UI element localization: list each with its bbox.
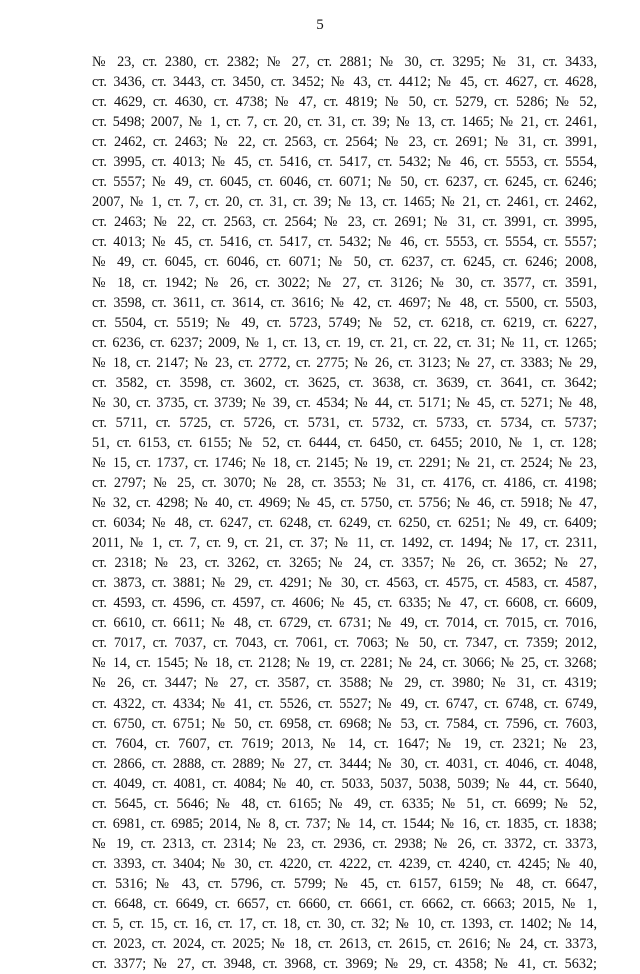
text-line: ст. 2462, ст. 2463; № 22, ст. 2563, ст. 2564; № 23, ст. 2691; № 31, ст. 3991, xyxy=(92,134,597,151)
text-line: ст. 3873, ст. 3881; № 29, ст. 4291; № 30, ст. 4563, ст. 4575, ст. 4583, ст. 4587, xyxy=(92,575,597,592)
text-line: № 18, ст. 1942; № 26, ст. 3022; № 27, ст. 3126; № 30, ст. 3577, ст. 3591, xyxy=(92,274,597,291)
text-line: ст. 6610, ст. 6611; № 48, ст. 6729, ст. 6731; № 49, ст. 7014, ст. 7015, ст. 7016, xyxy=(92,615,597,632)
text-line: ст. 7604, ст. 7607, ст. 7619; 2013, № 14, ст. 1647; № 19, ст. 2321; № 23, xyxy=(92,735,597,752)
text-line: ст. 2866, ст. 2888, ст. 2889; № 27, ст. 3444; № 30, ст. 4031, ст. 4046, ст. 4048, xyxy=(92,755,597,772)
text-line: ст. 7017, ст. 7037, ст. 7043, ст. 7061, ст. 7063; № 50, ст. 7347, ст. 7359; 2012, xyxy=(92,635,597,652)
text-line: ст. 5711, ст. 5725, ст. 5726, ст. 5731, ст. 5732, ст. 5733, ст. 5734, ст. 5737; xyxy=(92,414,597,431)
text-line: ст. 3377; № 27, ст. 3948, ст. 3968, ст. 3969; № 29, ст. 4358; № 41, ст. 5632; xyxy=(92,956,597,973)
text-line: ст. 2797; № 25, ст. 3070; № 28, ст. 3553; № 31, ст. 4176, ст. 4186, ст. 4198; xyxy=(92,474,597,491)
text-line: ст. 6750, ст. 6751; № 50, ст. 6958, ст. 6968; № 53, ст. 7584, ст. 7596, ст. 7603, xyxy=(92,715,597,732)
text-line: ст. 6981, ст. 6985; 2014, № 8, ст. 737; № 14, ст. 1544; № 16, ст. 1835, ст. 1838; xyxy=(92,815,597,832)
text-line: ст. 3995, ст. 4013; № 45, ст. 5416, ст. 5417, ст. 5432; № 46, ст. 5553, ст. 5554, xyxy=(92,154,597,171)
text-line: № 26, ст. 3447; № 27, ст. 3587, ст. 3588; № 29, ст. 3980; № 31, ст. 4319; xyxy=(92,675,597,692)
text-line: ст. 3393, ст. 3404; № 30, ст. 4220, ст. 4222, ст. 4239, ст. 4240, ст. 4245; № 40, xyxy=(92,855,597,872)
text-line: № 19, ст. 2313, ст. 2314; № 23, ст. 2936, ст. 2938; № 26, ст. 3372, ст. 3373, xyxy=(92,835,597,852)
text-line: ст. 4629, ст. 4630, ст. 4738; № 47, ст. 4819; № 50, ст. 5279, ст. 5286; № 52, xyxy=(92,94,597,111)
text-line: ст. 5316; № 43, ст. 5796, ст. 5799; № 45, ст. 6157, 6159; № 48, ст. 6647, xyxy=(92,875,597,892)
text-line: ст. 4593, ст. 4596, ст. 4597, ст. 4606; № 45, ст. 6335; № 47, ст. 6608, ст. 6609, xyxy=(92,595,597,612)
text-line: ст. 3436, ст. 3443, ст. 3450, ст. 3452; № 43, ст. 4412; № 45, ст. 4627, ст. 4628, xyxy=(92,74,597,91)
page-number: 5 xyxy=(316,17,324,33)
text-line: ст. 4322, ст. 4334; № 41, ст. 5526, ст. 5527; № 49, ст. 6747, ст. 6748, ст. 6749, xyxy=(92,695,597,712)
text-line: № 32, ст. 4298; № 40, ст. 4969; № 45, ст. 5750, ст. 5756; № 46, ст. 5918; № 47, xyxy=(92,495,597,512)
text-line: 2011, № 1, ст. 7, ст. 9, ст. 21, ст. 37; № 11, ст. 1492, ст. 1494; № 17, ст. 2311, xyxy=(92,535,597,552)
text-line: № 30, ст. 3735, ст. 3739; № 39, ст. 4534; № 44, ст. 5171; № 45, ст. 5271; № 48, xyxy=(92,394,597,411)
text-line: ст. 5498; 2007, № 1, ст. 7, ст. 20, ст. 31, ст. 39; № 13, ст. 1465; № 21, ст. 2461, xyxy=(92,114,597,131)
text-line: № 49, ст. 6045, ст. 6046, ст. 6071; № 50, ст. 6237, ст. 6245, ст. 6246; 2008, xyxy=(92,254,597,271)
legal-citation-paragraph xyxy=(92,52,597,974)
text-line: ст. 2023, ст. 2024, ст. 2025; № 18, ст. 2613, ст. 2615, ст. 2616; № 24, ст. 3373, xyxy=(92,936,597,953)
text-line: ст. 2318; № 23, ст. 3262, ст. 3265; № 24, ст. 3357; № 26, ст. 3652; № 27, xyxy=(92,555,597,572)
text-line: № 23, ст. 2380, ст. 2382; № 27, ст. 2881; № 30, ст. 3295; № 31, ст. 3433, xyxy=(92,54,597,70)
text-line: ст. 6648, ст. 6649, ст. 6657, ст. 6660, ст. 6661, ст. 6662, ст. 6663; 2015, № 1, xyxy=(92,895,597,912)
text-line: ст. 2463; № 22, ст. 2563, ст. 2564; № 23, ст. 2691; № 31, ст. 3991, ст. 3995, xyxy=(92,214,597,231)
text-line: ст. 5645, ст. 5646; № 48, ст. 6165; № 49, ст. 6335; № 51, ст. 6699; № 52, xyxy=(92,795,597,812)
text-line: ст. 5557; № 49, ст. 6045, ст. 6046, ст. 6071; № 50, ст. 6237, ст. 6245, ст. 6246; xyxy=(92,174,597,191)
text-line: ст. 6236, ст. 6237; 2009, № 1, ст. 13, ст. 19, ст. 21, ст. 22, ст. 31; № 11, ст. 1265; xyxy=(92,334,597,351)
text-line: ст. 4049, ст. 4081, ст. 4084; № 40, ст. 5033, 5037, 5038, 5039; № 44, ст. 5640, xyxy=(92,775,597,792)
text-line: № 15, ст. 1737, ст. 1746; № 18, ст. 2145; № 19, ст. 2291; № 21, ст. 2524; № 23, xyxy=(92,454,597,471)
text-line: № 18, ст. 2147; № 23, ст. 2772, ст. 2775; № 26, ст. 3123; № 27, ст. 3383; № 29, xyxy=(92,354,597,371)
text-line: 51, ст. 6153, ст. 6155; № 52, ст. 6444, ст. 6450, ст. 6455; 2010, № 1, ст. 128; xyxy=(92,434,597,451)
text-line: ст. 5504, ст. 5519; № 49, ст. 5723, 5749; № 52, ст. 6218, ст. 6219, ст. 6227, xyxy=(92,314,597,331)
text-line: 2007, № 1, ст. 7, ст. 20, ст. 31, ст. 39; № 13, ст. 1465; № 21, ст. 2461, ст. 2462, xyxy=(92,194,597,211)
text-line: ст. 5, ст. 15, ст. 16, ст. 17, ст. 18, ст. 30, ст. 32; № 10, ст. 1393, ст. 1402; № 14, xyxy=(92,916,597,933)
text-line: ст. 6034; № 48, ст. 6247, ст. 6248, ст. 6249, ст. 6250, ст. 6251; № 49, ст. 6409; xyxy=(92,515,597,532)
text-line: ст. 3598, ст. 3611, ст. 3614, ст. 3616; № 42, ст. 4697; № 48, ст. 5500, ст. 5503, xyxy=(92,294,597,311)
text-line: ст. 3582, ст. 3598, ст. 3602, ст. 3625, ст. 3638, ст. 3639, ст. 3641, ст. 3642; xyxy=(92,374,597,391)
text-line: ст. 4013; № 45, ст. 5416, ст. 5417, ст. 5432; № 46, ст. 5553, ст. 5554, ст. 5557; xyxy=(92,234,597,251)
text-line: № 14, ст. 1545; № 18, ст. 2128; № 19, ст. 2281; № 24, ст. 3066; № 25, ст. 3268; xyxy=(92,655,597,672)
